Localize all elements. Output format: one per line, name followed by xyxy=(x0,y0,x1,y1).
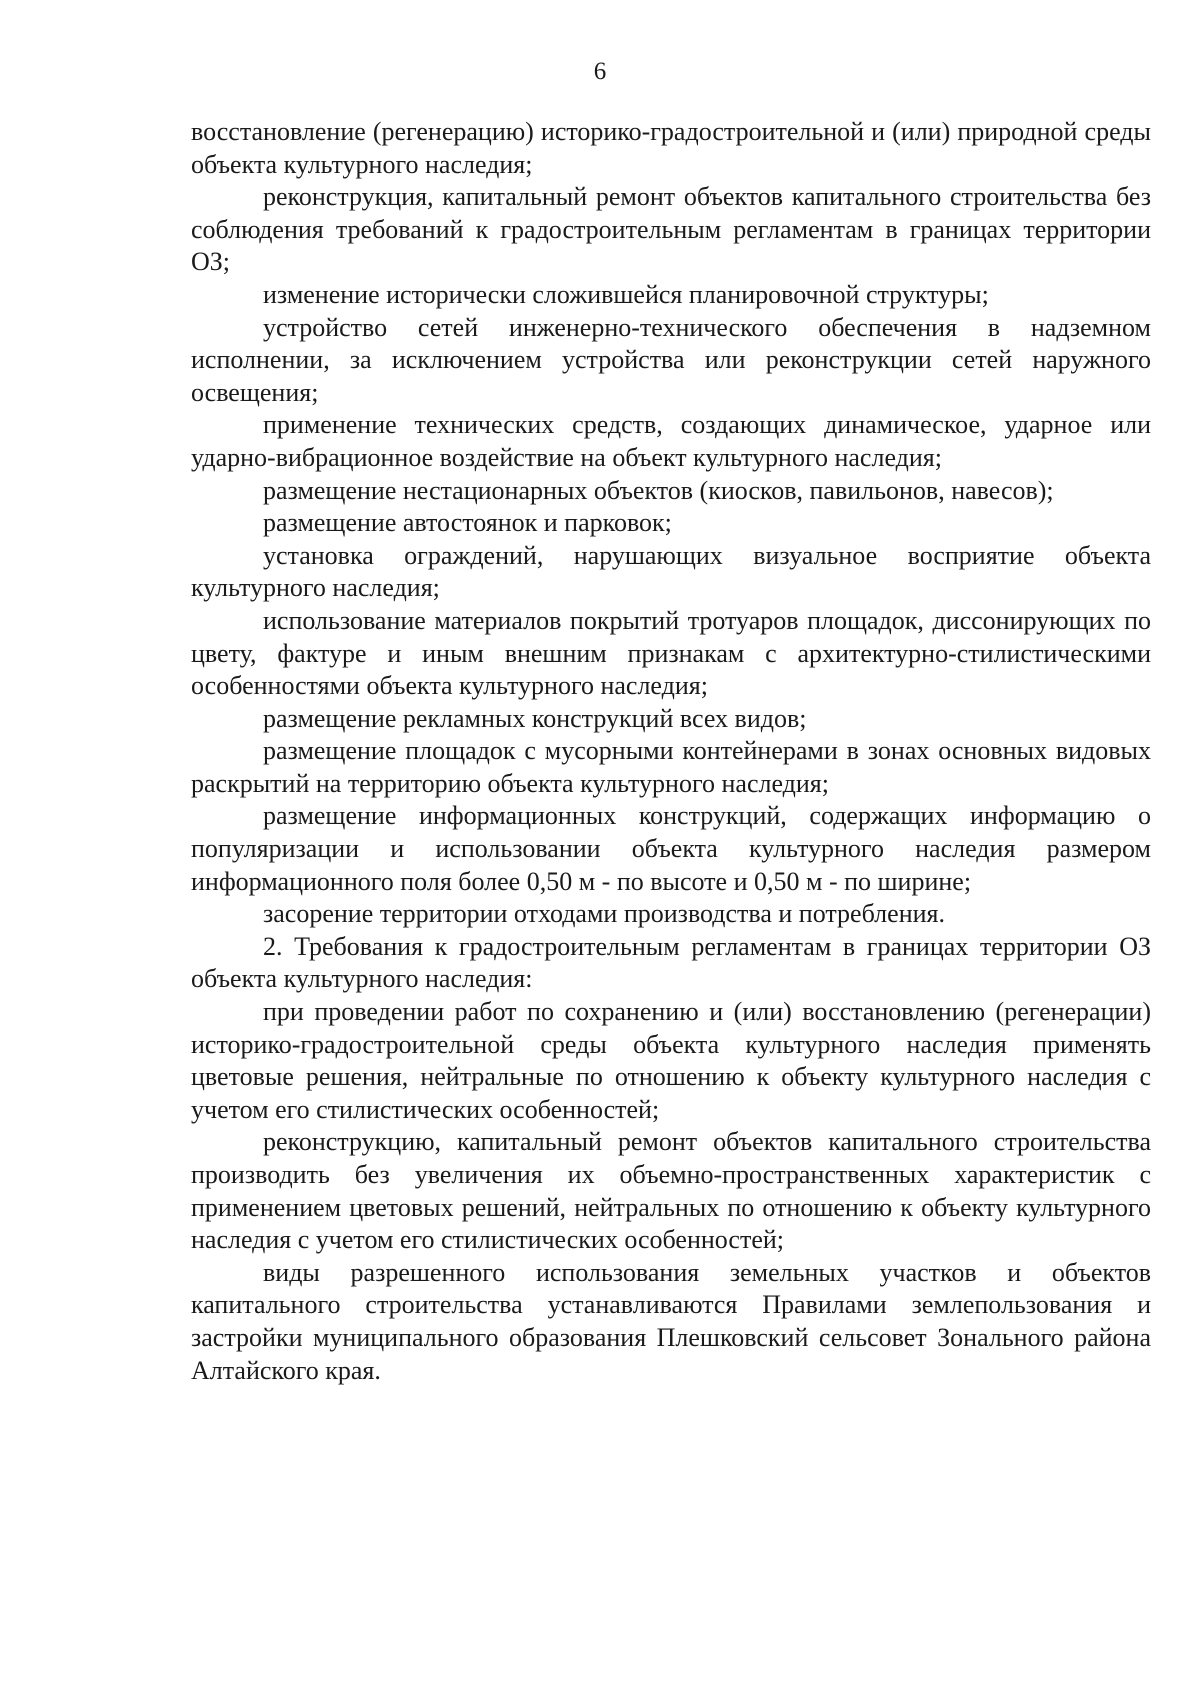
paragraph-advertising: размещение рекламных конструкций всех видов; xyxy=(263,703,807,733)
paragraph-non-stationary-objects: размещение нестационарных объектов (киосков, павильонов, навесов); xyxy=(263,475,1054,505)
paragraph-section-2-heading: 2. Требования к градостроительным регламентам в границах территории ОЗ объекта культурного наследия: xyxy=(191,931,1151,994)
paragraph-technical-means: применение технических средств, создающих динамическое, ударное или ударно-вибрационное воздействие на объект культурного наследия; xyxy=(191,410,1151,472)
paragraph-restoration-continued: восстановление (регенерацию) историко-градостроительной и (или) природной среды объекта культурного наследия; xyxy=(191,117,1151,179)
page-number: 6 xyxy=(593,58,607,85)
paragraph-littering: засорение территории отходами производства и потребления. xyxy=(263,899,945,929)
paragraph-waste-containers: размещение площадок с мусорными контейнерами в зонах основных видовых раскрытий на территорию объекта культурного наследия; xyxy=(191,736,1151,798)
document-body xyxy=(191,116,1151,1387)
paragraph-reconstruction-allowed: реконструкцию, капитальный ремонт объектов капитального строительства производить без увеличения их объемно-пространственных характеристик с применением цветовых решений, нейтральных по отношению к объекту культурного наследия с учетом его стилистических особенностей; xyxy=(191,1127,1151,1255)
paragraph-color-solutions: при проведении работ по сохранению и (или) восстановлению (регенерации) историко-градостроительной среды объекта культурного наследия применять цветовые решения, нейтральные по отношению к объекту культурного наследия с учетом его стилистических особенностей; xyxy=(191,997,1151,1124)
paragraph-pavement-materials: использование материалов покрытий тротуаров площадок, диссонирующих по цвету, фактуре и иным внешним признакам с архитектурно-стилистическими особенностями объекта культурного наследия; xyxy=(191,605,1151,701)
paragraph-parking: размещение автостоянок и парковок; xyxy=(263,508,672,538)
paragraph-reconstruction-prohibited: реконструкция, капитальный ремонт объектов капитального строительства без соблюдения требований к градостроительным регламентам в границах территории ОЗ; xyxy=(191,182,1151,277)
paragraph-fences: установка ограждений, нарушающих визуальное восприятие объекта культурного наследия; xyxy=(191,540,1151,603)
paragraph-planning-structure: изменение исторически сложившейся планировочной структуры; xyxy=(263,279,989,309)
paragraph-information-structures: размещение информационных конструкций, содержащих информацию о популяризации и использовании объекта культурного наследия размером информационного поля более 0,50 м - по высоте и 0,50 м - по ширине; xyxy=(191,801,1151,896)
paragraph-engineering-networks: устройство сетей инженерно-технического обеспечения в надземном исполнении, за исключением устройства или реконструкции сетей наружного освещения; xyxy=(191,312,1151,407)
paragraph-land-use: виды разрешенного использования земельных участков и объектов капитального строительства устанавливаются Правилами землепользования и застройки муниципального образования Плешковский сельсовет Зонального района Алтайского края. xyxy=(191,1257,1151,1385)
